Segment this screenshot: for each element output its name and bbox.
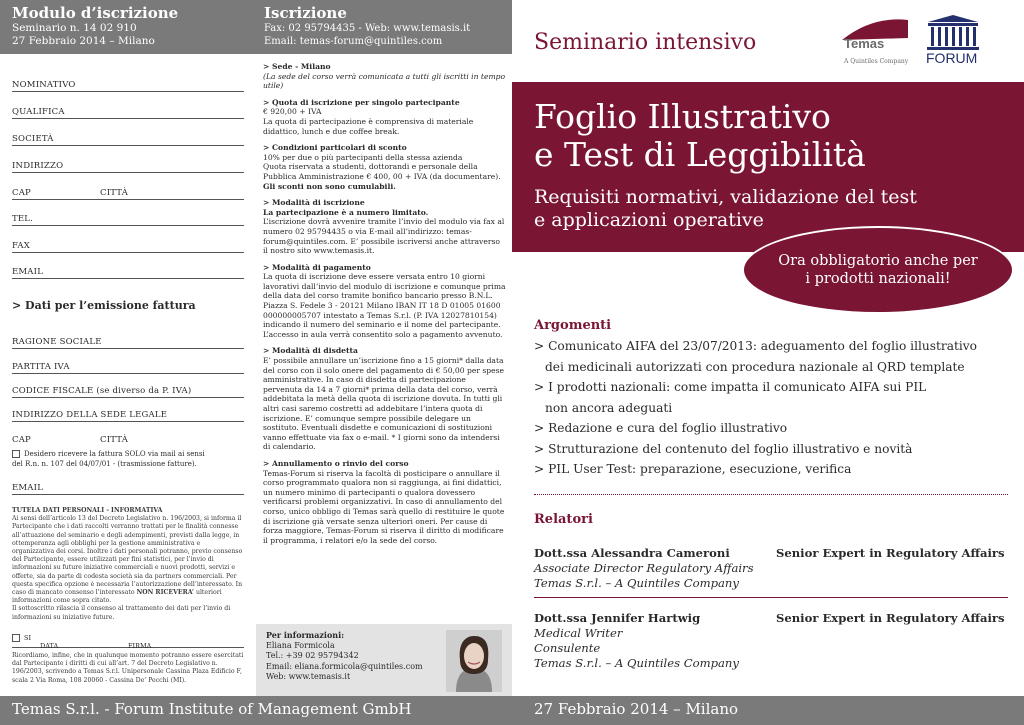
invoice-email-checkbox[interactable]: [12, 450, 20, 458]
topic-item: > Comunicato AIFA del 23/07/2013: adeguamento del foglio illustrativo: [534, 339, 977, 353]
contact-photo: [446, 630, 502, 692]
forum-temple-icon: [922, 14, 984, 52]
sede-heading: > Sede - Milano: [263, 62, 331, 71]
seminar-cover-panel: [512, 0, 1024, 696]
speaker-company: Temas S.r.l. – A Quintiles Company: [534, 576, 739, 590]
field-cap-citta[interactable]: [12, 188, 244, 200]
seminar-type: Seminario intensivo: [534, 30, 757, 55]
field-label: CITTÀ: [100, 188, 129, 198]
field-label: INDIRIZZO: [12, 161, 64, 171]
topics-list: [534, 336, 1004, 480]
registration-terms: [263, 62, 507, 545]
privacy-title: TUTELA DATI PERSONALI - INFORMATIVA: [12, 507, 163, 514]
contact-email[interactable]: Email: eliana.formicola@quintiles.com: [266, 661, 423, 671]
speaker-title-2: Consulente: [534, 641, 601, 655]
seminar-number: Seminario n. 14 02 910: [12, 22, 137, 34]
topic-item: > Redazione e cura del foglio illustrativo: [534, 421, 788, 435]
field-label: TEL.: [12, 214, 34, 224]
field-indirizzo[interactable]: [12, 161, 244, 173]
speaker-divider: [534, 597, 1008, 598]
quota-price: € 920,00 + IVA: [263, 107, 322, 117]
iscrizione-header: [256, 0, 512, 54]
topic-item-continued: non ancora adeguati: [545, 400, 673, 415]
rights-notice: Ricordiamo, infine, che in qualunque momento potranno essere esercitati dal Partecipante i diritti di cui all’art. 7 del Decreto Legislativo n. 196/2003, scrivendo a Temas S.r.l. Unipersonale Cassina Plaza Edificio F, scala 2 Via Roma, 108 20060 - Cassina De’ Pecchi (MI).: [12, 652, 244, 684]
contact-web[interactable]: Web: www.temasis.it: [266, 672, 351, 681]
field-codice-fiscale[interactable]: [12, 386, 244, 398]
sconto-text-2: Quota riservata a studenti, dottorandi e personale della Pubblica Amministrazione € 400, 00 + IVA (da documentare).: [263, 162, 501, 181]
form-title: Modulo d’iscrizione: [12, 4, 179, 22]
field-qualifica[interactable]: [12, 107, 244, 119]
modalita-iscrizione-heading: > Modalità di iscrizione: [263, 198, 365, 208]
consent-row: SI DATA FIRMA: [12, 634, 244, 648]
privacy-notice: [12, 507, 244, 622]
quota-heading: > Quota di iscrizione per singolo partecipante: [263, 97, 460, 107]
title-banner: [512, 82, 1024, 252]
privacy-text: Ai sensi dell’articolo 13 del Decreto Legislativo n. 196/2003, si informa il Partecipante che i dati raccolti verranno trattati per le finalità connesse all’attuazione del seminario e degli adempimenti, previsti dalla legge, in ottemperanza agli obblighi per la gestione amministrativa e organizzativa dei corsi. Inoltre i dati personali potranno, previo consenso del Partecipante, essere utilizzati per fini statistici, per l’invio di informazioni su future iniziative commerciali e nuovi prodotti, servizi e offerte, sia da parte di codesta società sia da partners commerciali. Per questa specifica opzione è necessaria l’autorizzazione dell’interessato. In caso di mancato consenso l’interessato NON RICEVERA’ ulteriori informazioni come sopra citato.: [12, 515, 243, 605]
subtitle: Requisiti normativi, validazione del test e applicazioni operative: [534, 186, 917, 231]
contact-heading: Per informazioni:: [266, 630, 345, 640]
annullamento-text: Temas-Forum si riserva la facoltà di posticipare o annullare il corso programmato qualora non si raggiunga, ai fini didattici, un numero minimo di partecipanti o qualora dovessero verificarsi problemi organizzativi. In caso di annullamento del corso, unico obbligo di Temas sarà quello di restituire le quote di iscrizione già versate senza ulteriori oneri. Per cause di forza maggiore, Temas-Forum si riserva il diritto di modificare il programma, i relatori e/o la sede del corso.: [263, 468, 505, 545]
disdetta-heading: > Modalità di disdetta: [263, 346, 358, 356]
topic-item-continued: dei medicinali autorizzati con procedura nazionale al QRD template: [545, 359, 965, 374]
field-ragione-sociale[interactable]: [12, 337, 244, 349]
field-invoice-email[interactable]: [12, 483, 244, 495]
topic-item: > PIL User Test: preparazione, esecuzione, verifica: [534, 462, 852, 476]
topic-item: > I prodotti nazionali: come impatta il comunicato AIFA sui PIL: [534, 380, 927, 394]
footer-bar: [0, 696, 1024, 725]
invoice-email-option: [12, 449, 212, 469]
field-fax[interactable]: [12, 241, 244, 253]
consent-checkbox[interactable]: [12, 634, 20, 642]
field-partita-iva[interactable]: [12, 362, 244, 374]
temas-logo: Temas A Quintiles Company: [842, 16, 912, 66]
main-title: Foglio Illustrativo e Test di Leggibilità: [534, 97, 866, 174]
speaker-1: [534, 546, 1008, 591]
seminar-date: 27 Febbraio 2014 – Milano: [12, 35, 155, 47]
registration-info-panel: [256, 0, 512, 696]
email-line: Email: temas-forum@quintiles.com: [264, 36, 443, 47]
field-label: CAP: [12, 188, 31, 198]
fax-web-line: Fax: 02 95794435 - Web: www.temasis.it: [264, 23, 471, 34]
field-tel[interactable]: [12, 214, 244, 226]
field-label: INDIRIZZO DELLA SEDE LEGALE: [12, 410, 168, 420]
signature-label: FIRMA: [128, 642, 152, 650]
iscrizione-title: Iscrizione: [264, 4, 347, 22]
field-cap-citta-2[interactable]: [12, 435, 244, 446]
topics-heading: Argomenti: [534, 318, 612, 333]
contact-name: Eliana Formicola: [266, 640, 335, 650]
registration-form-panel: [0, 0, 256, 696]
modalita-iscrizione-note: La partecipazione è a numero limitato.: [263, 207, 429, 217]
topic-item: > Strutturazione del contenuto del foglio illustrativo e novità: [534, 441, 913, 456]
pagamento-heading: > Modalità di pagamento: [263, 262, 371, 272]
field-label: EMAIL: [12, 267, 44, 277]
modalita-iscrizione-text: L’iscrizione dovrà avvenire tramite l’invio del modulo via fax al numero 02 95794435 o via E-mail all’indirizzo: temas-forum@quintiles.com. E’ possibile iscriversi anche attraverso il nostro sito www.temasis.it.: [263, 217, 505, 256]
forum-logo: FORUM: [922, 14, 984, 68]
footer-organizer: Temas S.r.l. - Forum Institute of Management GmbH: [12, 700, 412, 718]
field-label: CITTÀ: [100, 435, 129, 445]
person-photo-icon: [446, 630, 502, 692]
field-label: CODICE FISCALE (se diverso da P. IVA): [12, 386, 192, 396]
field-sede-legale[interactable]: [12, 410, 244, 422]
field-label: PARTITA IVA: [12, 362, 70, 372]
field-nominativo[interactable]: [12, 80, 244, 92]
field-label: EMAIL: [12, 483, 44, 493]
speaker-title: Associate Director Regulatory Affairs: [534, 561, 754, 575]
field-societa[interactable]: [12, 134, 244, 146]
sede-text: (La sede del corso verrà comunicata a tutti gli iscritti in tempo utile): [263, 71, 506, 91]
field-label: SOCIETÀ: [12, 134, 54, 144]
sconto-note: Gli sconti non sono cumulabili.: [263, 181, 396, 191]
field-email[interactable]: [12, 267, 244, 279]
contact-tel: Tel.: +39 02 95794342: [266, 651, 359, 660]
field-label: QUALIFICA: [12, 107, 65, 117]
checkbox-label: Desidero ricevere la fattura SOLO via mail ai sensi del R.n. n. 107 del 04/07/01 - (trasmissione fatture).: [12, 450, 205, 468]
date-label: DATA: [40, 642, 59, 650]
annullamento-heading: > Annullamento o rinvio del corso: [263, 458, 409, 468]
invoice-section-title: > Dati per l’emissione fattura: [12, 299, 196, 312]
privacy-consent-text: Il sottoscritto rilascia il consenso al trattamento dei dati per l’invio di informazioni su iniziative future.: [12, 605, 231, 621]
field-label: CAP: [12, 435, 31, 445]
quota-text: La quota di partecipazione è comprensiva di materiale didattico, lunch e due coffee break.: [263, 116, 474, 136]
sconto-heading: > Condizioni particolari di sconto: [263, 143, 407, 153]
pagamento-text: La quota di iscrizione deve essere versata entro 10 giorni lavorativi dall’invio del modulo di iscrizione e comunque prima della data del corso tramite bonifico bancario presso B.N.L. Piazza S. Fedele 3 - 20121 Milano IBAN IT 18 D 01005 01600 000000005707 intestato a Temas S.r.l. (P. IVA 12027810154) indicando il numero del seminario e il nome del partecipante. L’accesso in aula verrà consentito solo a pagamento avvenuto.: [263, 272, 506, 339]
field-label: RAGIONE SOCIALE: [12, 337, 102, 347]
speaker-name: Dott.ssa Jennifer Hartwig: [534, 611, 701, 625]
sconto-text-1: 10% per due o più partecipanti della stessa azienda: [263, 152, 463, 162]
speaker-role: Senior Expert in Regulatory Affairs: [776, 546, 1005, 560]
field-label: NOMINATIVO: [12, 80, 76, 90]
disdetta-text: E’ possibile annullare un’iscrizione fino a 15 giorni* dalla data del corso con il solo onere del pagamento di € 50,00 per spese amministrative. In caso di disdetta di partecipazione pervenuta da 14 a 7 giorni* prima della data del corso, verrà addebitata la metà della quota di iscrizione dovuta. In tutti gli altri casi saremo costretti ad addebitare l’intera quota di iscrizione. E’ comunque sempre possibile delegare un sostituto. Eventuali disdette e comunicazioni di sostituzioni vanno effettuate via fax o e-mail. * I giorni sono da intendersi di calendario.: [263, 356, 505, 452]
speaker-company: Temas S.r.l. – A Quintiles Company: [534, 656, 739, 670]
form-header: [0, 0, 256, 54]
speaker-name: Dott.ssa Alessandra Cameroni: [534, 546, 730, 560]
mandatory-badge: Ora obbligatorio anche per i prodotti nazionali!: [742, 226, 1014, 314]
dotted-divider: [534, 494, 1008, 495]
footer-date: 27 Febbraio 2014 – Milano: [534, 700, 739, 718]
speakers-heading: Relatori: [534, 512, 593, 527]
field-label: FAX: [12, 241, 30, 251]
speaker-2: [534, 611, 1008, 671]
speaker-role: Senior Expert in Regulatory Affairs: [776, 611, 1005, 625]
speaker-title: Medical Writer: [534, 626, 623, 640]
